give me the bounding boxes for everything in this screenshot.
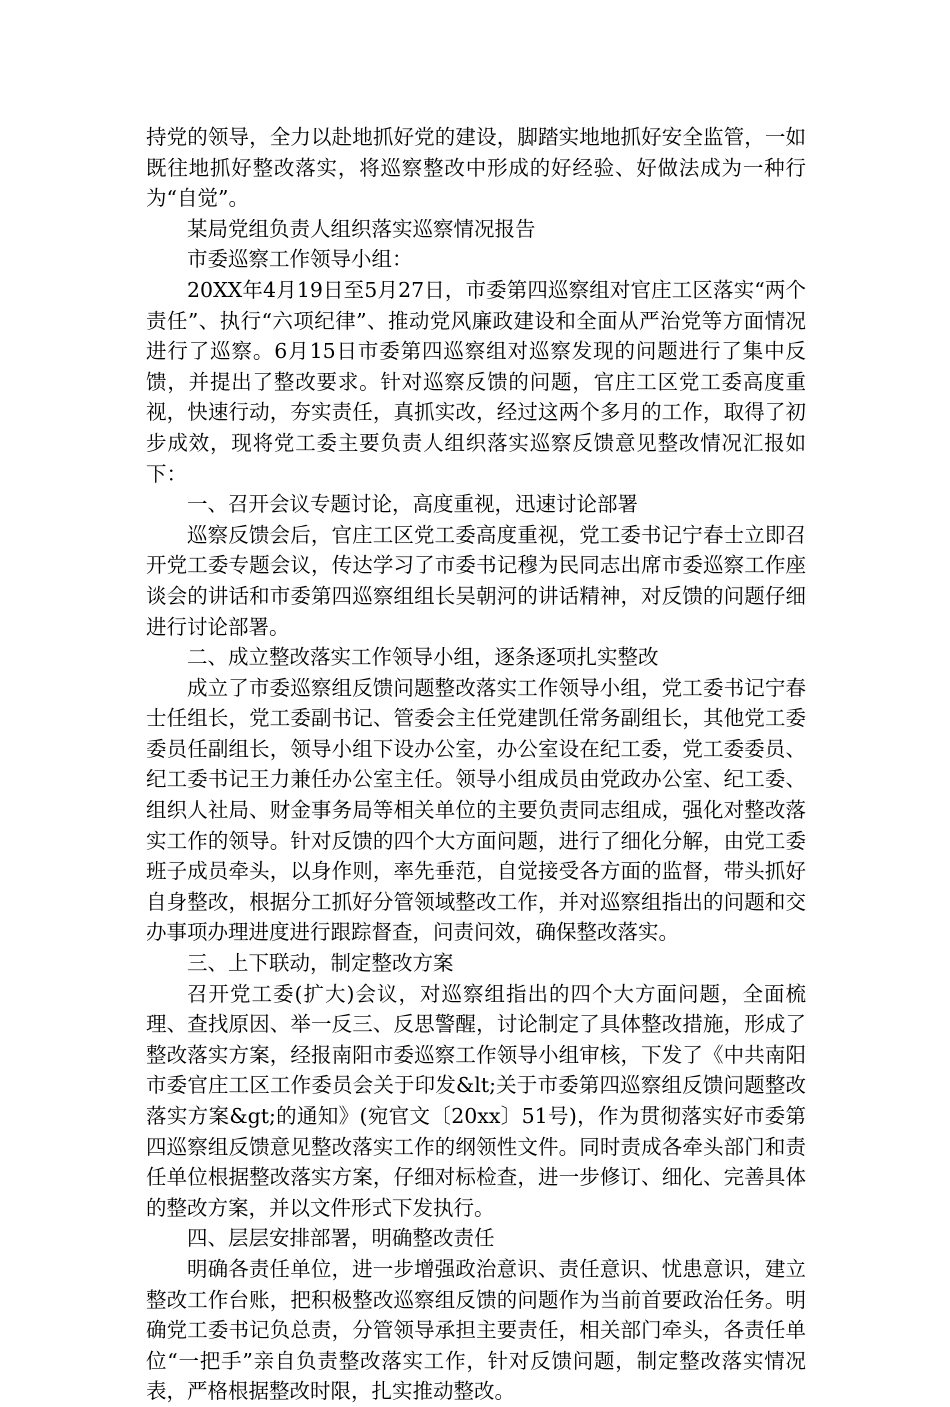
document-page xyxy=(146,122,806,1407)
intro-paragraph: 20XX年4月19日至5月27日，市委第四巡察组对官庄工区落实“两个责任”、执行“六项纪律”、推动党风廉政建设和全面从严治党等方面情况进行了巡察。6月15日市委第四巡察组对巡察发现的问题进行了集中反馈，并提出了整改要求。针对巡察反馈的问题，官庄工区党工委高度重视，快速行动，夯实责任，真抓实改，经过这两个多月的工作，取得了初步成效，现将党工委主要负责人组织落实巡察反馈意见整改情况汇报如下： xyxy=(146,277,806,486)
salutation: 市委巡察工作领导小组： xyxy=(187,247,413,272)
paragraph-continuation: 持党的领导，全力以赴地抓好党的建设，脚踏实地地抓好安全监管，一如既往地抓好整改落实，将巡察整改中形成的好经验、好做法成为一种行为“自觉”。 xyxy=(146,125,806,211)
section-heading-2: 二、成立整改落实工作领导小组，逐条逐项扎实整改 xyxy=(187,645,659,670)
section-body-1: 巡察反馈会后，官庄工区党工委高度重视，党工委书记宁春士立即召开党工委专题会议，传达学习了市委书记穆为民同志出席市委巡察工作座谈会的讲话和市委第四巡察组组长吴朝河的讲话精神，对反馈的问题仔细进行讨论部署。 xyxy=(146,522,806,639)
section-body-4: 明确各责任单位，进一步增强政治意识、责任意识、忧患意识，建立整改工作台账，把积极整改巡察组反馈的问题作为当前首要政治任务。明确党工委书记负总责，分管领导承担主要责任，相关部门牵头，各责任单位“一把手”亲自负责整改落实工作，针对反馈问题，制定整改落实情况表，严格根据整改时限，扎实推动整改。 xyxy=(146,1256,806,1404)
section-heading-4: 四、层层安排部署，明确整改责任 xyxy=(187,1226,495,1251)
report-title: 某局党组负责人组织落实巡察情况报告 xyxy=(187,216,536,241)
section-body-2: 成立了市委巡察组反馈问题整改落实工作领导小组，党工委书记宁春士任组长，党工委副书记、管委会主任党建凯任常务副组长，其他党工委委员任副组长，领导小组下设办公室，办公室设在纪工委，党工委委员、纪工委书记王力兼任办公室主任。领导小组成员由党政办公室、纪工委、组织人社局、财金事务局等相关单位的主要负责同志组成，强化对整改落实工作的领导。针对反馈的四个大方面问题，进行了细化分解，由党工委班子成员牵头，以身作则，率先垂范，自觉接受各方面的监督，带头抓好自身整改，根据分工抓好分管领域整改工作，并对巡察组指出的问题和交办事项办理进度进行跟踪督查，问责问效，确保整改落实。 xyxy=(146,675,806,945)
section-heading-1: 一、召开会议专题讨论，高度重视，迅速讨论部署 xyxy=(187,492,638,517)
section-heading-3: 三、上下联动，制定整改方案 xyxy=(187,951,454,976)
section-body-3: 召开党工委(扩大)会议，对巡察组指出的四个大方面问题，全面梳理、查找原因、举一反三、反思警醒，讨论制定了具体整改措施，形成了整改落实方案，经报南阳市委巡察工作领导小组审核，下发了《中共南阳市委官庄工区工作委员会关于印发&lt;关于市委第四巡察组反馈问题整改落实方案&gt;的通知》(宛官文〔20xx〕51号)，作为贯彻落实好市委第四巡察组反馈意见整改落实工作的纲领性文件。同时责成各牵头部门和责任单位根据整改落实方案，仔细对标检查，进一步修订、细化、完善具体的整改方案，并以文件形式下发执行。 xyxy=(146,981,806,1220)
